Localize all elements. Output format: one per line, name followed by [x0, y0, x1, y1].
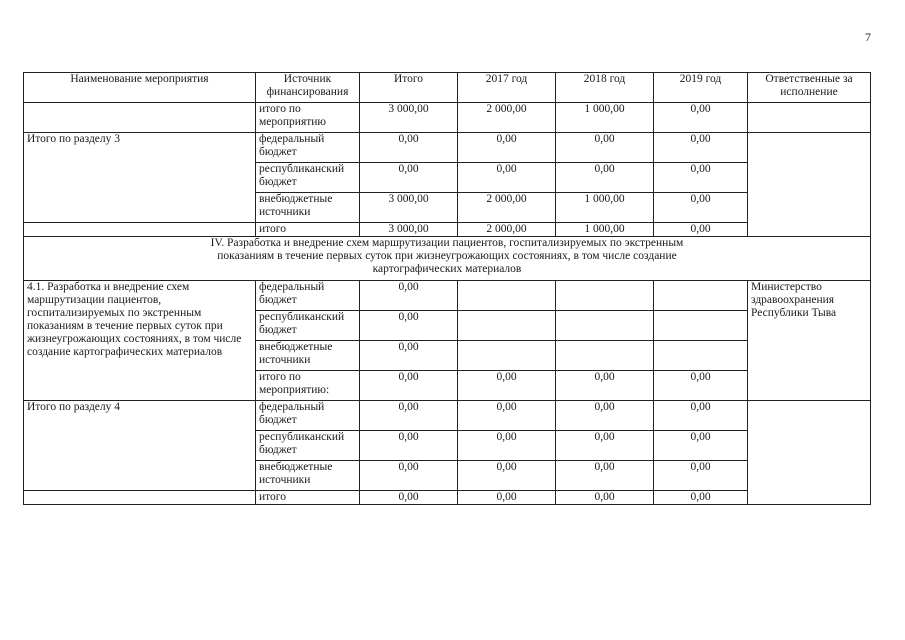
value-cell [654, 341, 748, 371]
source-cell: федеральный бюджет [256, 281, 360, 311]
value-cell: 3 000,00 [360, 193, 458, 223]
table-row [24, 223, 871, 237]
header-row [24, 73, 871, 103]
table-row [24, 281, 871, 311]
value-cell: 0,00 [360, 431, 458, 461]
value-cell: 0,00 [458, 163, 556, 193]
value-cell [556, 341, 654, 371]
value-cell: 3 000,00 [360, 223, 458, 237]
value-cell: 0,00 [556, 491, 654, 505]
value-cell: 0,00 [556, 431, 654, 461]
value-cell: 0,00 [360, 491, 458, 505]
section-total-name: Итого по разделу 3 [24, 133, 256, 223]
value-cell: 0,00 [654, 371, 748, 401]
value-cell: 0,00 [458, 461, 556, 491]
value-cell: 0,00 [654, 163, 748, 193]
value-cell: 0,00 [360, 461, 458, 491]
section-title-row [24, 237, 871, 281]
value-cell: 0,00 [458, 371, 556, 401]
source-cell: федеральный бюджет [256, 401, 360, 431]
value-cell: 0,00 [360, 371, 458, 401]
source-cell: республиканский бюджет [256, 431, 360, 461]
table-row [24, 103, 871, 133]
value-cell: 0,00 [556, 371, 654, 401]
table-row [24, 401, 871, 431]
table-row [24, 491, 871, 505]
header-cell: Наименование мероприятия [24, 73, 256, 103]
measure-name: 4.1. Разработка и внедрение схем маршрутизации пациентов, госпитализируемых по экстренным показаниям в течение первых суток при жизнеугрожающих состояниях, в том числе создание картографических материалов [24, 281, 256, 401]
source-cell: итого по мероприятию [256, 103, 360, 133]
value-cell: 1 000,00 [556, 103, 654, 133]
value-cell: 0,00 [654, 461, 748, 491]
header-cell: 2018 год [556, 73, 654, 103]
header-cell: Ответственные за исполнение [748, 73, 871, 103]
section-title: IV. Разработка и внедрение схем маршрутизации пациентов, госпитализируемых по экстренным показаниям в течение первых суток при жизнеугрожающих состояниях, в том числе создание картографических материалов [24, 237, 871, 281]
value-cell: 0,00 [458, 431, 556, 461]
name-cell [24, 103, 256, 133]
responsible-cell [748, 103, 871, 133]
value-cell [458, 311, 556, 341]
value-cell [556, 311, 654, 341]
value-cell: 0,00 [556, 461, 654, 491]
value-cell [458, 341, 556, 371]
source-cell: внебюджетные источники [256, 341, 360, 371]
name-cell [24, 491, 256, 505]
value-cell [556, 281, 654, 311]
value-cell: 2 000,00 [458, 103, 556, 133]
header-cell: Итого [360, 73, 458, 103]
value-cell: 0,00 [654, 133, 748, 163]
header-cell: 2019 год [654, 73, 748, 103]
source-cell: республиканский бюджет [256, 163, 360, 193]
value-cell [654, 311, 748, 341]
header-cell: Источник финансирования [256, 73, 360, 103]
value-cell: 0,00 [360, 163, 458, 193]
value-cell: 0,00 [556, 401, 654, 431]
value-cell: 0,00 [654, 193, 748, 223]
page-number: 7 [865, 30, 871, 44]
source-cell: федеральный бюджет [256, 133, 360, 163]
value-cell: 2 000,00 [458, 193, 556, 223]
value-cell: 0,00 [654, 491, 748, 505]
source-cell: итого по мероприятию: [256, 371, 360, 401]
value-cell: 2 000,00 [458, 223, 556, 237]
header-cell: 2017 год [458, 73, 556, 103]
value-cell: 0,00 [654, 401, 748, 431]
source-cell: внебюджетные источники [256, 461, 360, 491]
responsible-cell [748, 133, 871, 237]
table-row [24, 133, 871, 163]
value-cell: 0,00 [360, 341, 458, 371]
responsible-cell [748, 401, 871, 505]
value-cell: 0,00 [654, 431, 748, 461]
value-cell: 3 000,00 [360, 103, 458, 133]
value-cell: 0,00 [458, 133, 556, 163]
value-cell: 0,00 [458, 401, 556, 431]
value-cell: 1 000,00 [556, 193, 654, 223]
responsible-cell: Министерство здравоохранения Республики Тыва [748, 281, 871, 401]
value-cell [654, 281, 748, 311]
source-cell: итого [256, 491, 360, 505]
value-cell: 1 000,00 [556, 223, 654, 237]
value-cell: 0,00 [360, 401, 458, 431]
budget-table [23, 72, 871, 505]
value-cell: 0,00 [654, 223, 748, 237]
value-cell: 0,00 [458, 491, 556, 505]
value-cell: 0,00 [360, 311, 458, 341]
value-cell: 0,00 [360, 133, 458, 163]
value-cell: 0,00 [556, 163, 654, 193]
name-cell [24, 223, 256, 237]
section-total-name: Итого по разделу 4 [24, 401, 256, 491]
value-cell: 0,00 [654, 103, 748, 133]
source-cell: республиканский бюджет [256, 311, 360, 341]
value-cell [458, 281, 556, 311]
value-cell: 0,00 [556, 133, 654, 163]
value-cell: 0,00 [360, 281, 458, 311]
source-cell: итого [256, 223, 360, 237]
source-cell: внебюджетные источники [256, 193, 360, 223]
